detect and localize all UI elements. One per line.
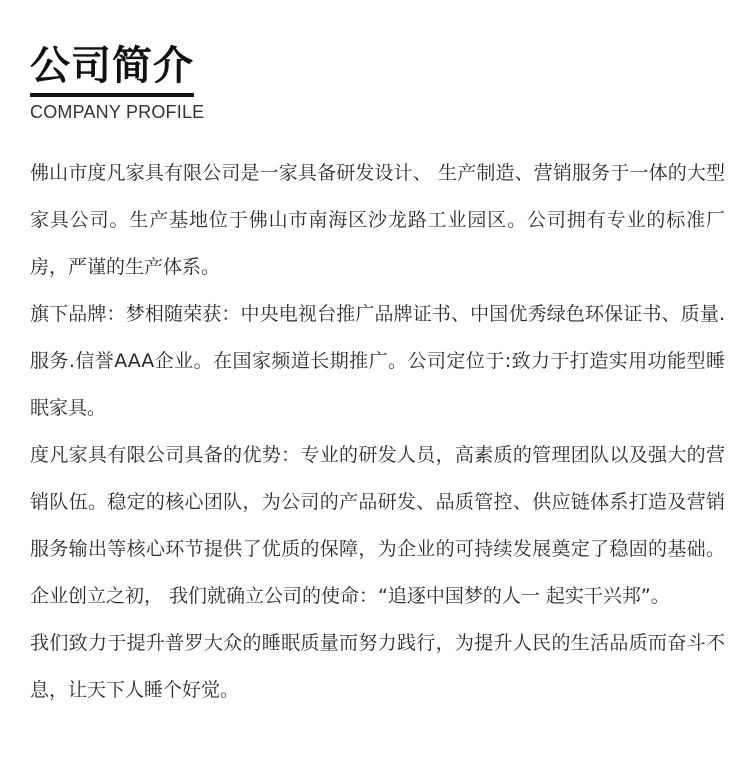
company-profile-text [30,150,725,714]
paragraph-mission: 我们致力于提升普罗大众的睡眠质量而努力践行，为提升人民的生活品质而奋斗不息，让天下人睡个好觉。 [30,632,725,701]
page-subtitle: COMPANY PROFILE [30,102,205,122]
paragraph-brand: 旗下品牌：梦相随荣获：中央电视台推广品牌证书、中国优秀绿色环保证书、质量. 服务.信誉AAA企业。在国家频道长期推广。公司定位于:致力于打造实用功能型睡眠家具。 [30,303,725,419]
paragraph-intro: 佛山市度凡家具有限公司是一家具备研发设计、 生产制造、营销服务于一体的大型家具公司。生产基地位于佛山市南海区沙龙路工业园区。公司拥有专业的标准厂房，严谨的生产体系。 [30,162,725,278]
page-title: 公司简介 [30,43,194,89]
title-underline [30,93,194,97]
section-header [30,42,720,123]
paragraph-advantages: 度凡家具有限公司具备的优势：专业的研发人员，高素质的管理团队以及强大的营销队伍。稳定的核心团队，为公司的产品研发、品质管控、供应链体系打造及营销服务输出等核心环节提供了优质的保障，为企业的可持续发展奠定了稳固的基础。企业创立之初， 我们就确立公司的使命：“追逐中国梦的人一 起实干兴邦”。 [30,444,725,607]
